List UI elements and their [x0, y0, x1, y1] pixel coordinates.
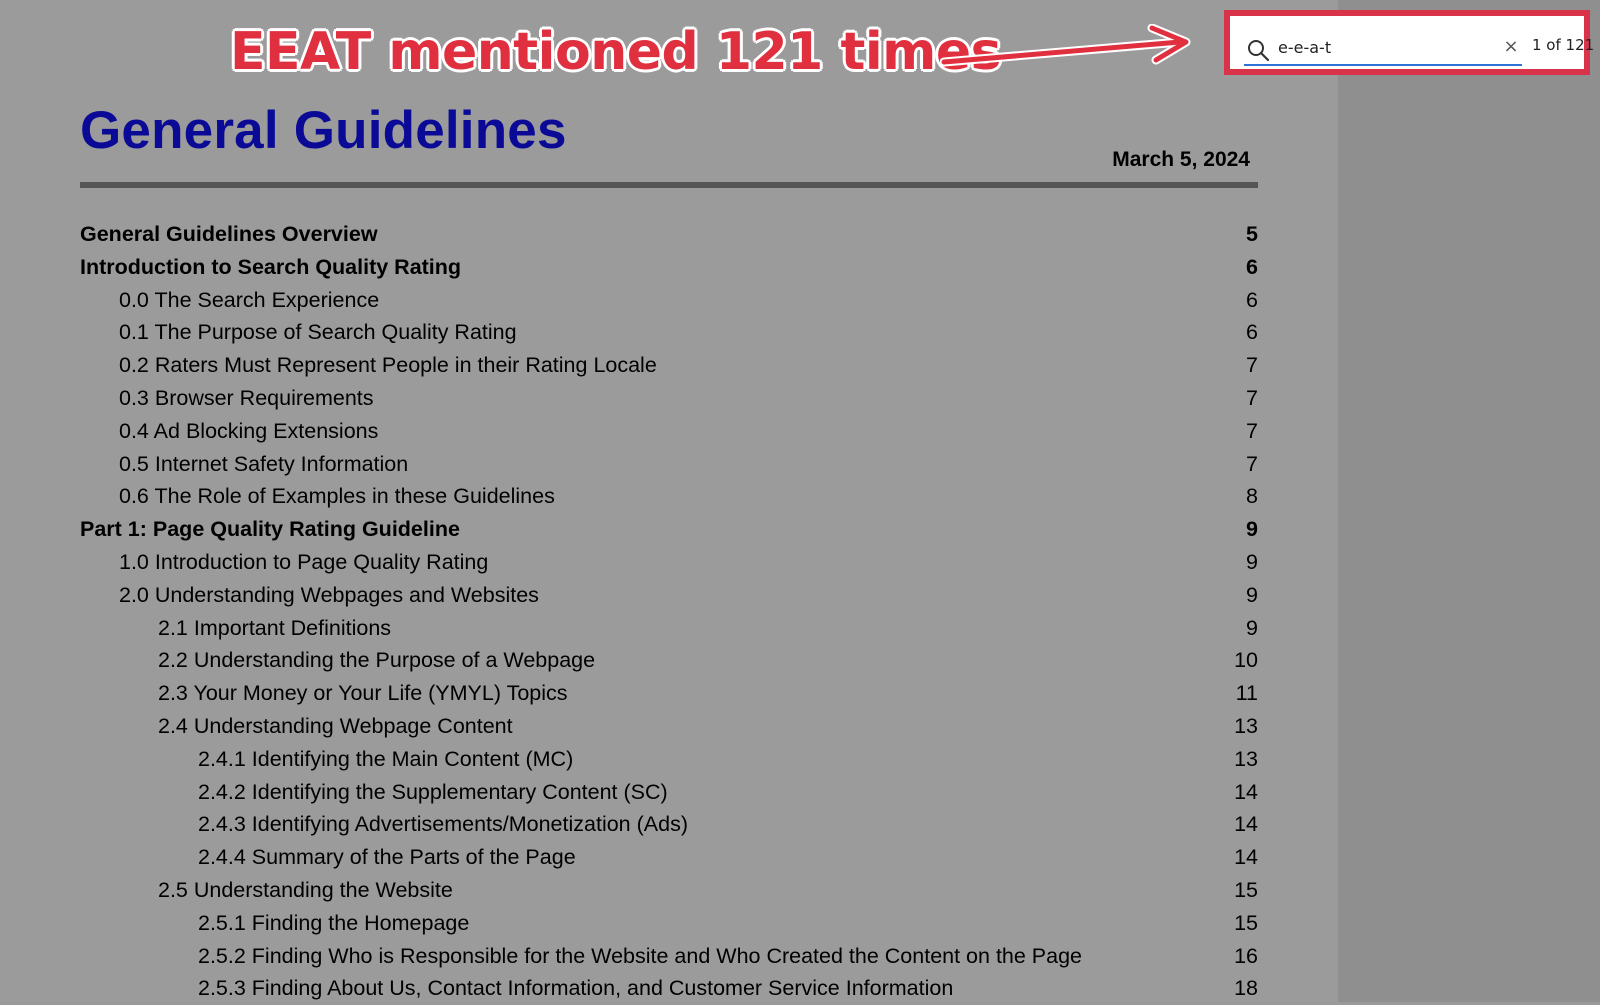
toc-entry-page: 10 [1234, 648, 1258, 673]
toc-entry-title: 1.0 Introduction to Page Quality Rating [119, 549, 489, 574]
toc-entry-title: 2.1 Important Definitions [158, 615, 392, 640]
toc-entry[interactable] [80, 907, 1258, 940]
toc-entry-title: Introduction to Search Quality Rating [80, 254, 462, 279]
toc-entry[interactable] [80, 349, 1258, 382]
toc-entry-title: 2.4.3 Identifying Advertisements/Monetization (Ads) [198, 812, 688, 837]
toc-entry-title: 2.4.2 Identifying the Supplementary Content (SC) [198, 779, 668, 804]
toc-entry-title: 2.5.1 Finding the Homepage [198, 910, 470, 935]
toc-entry-page: 6 [1246, 254, 1258, 279]
toc-entry-title: 0.1 The Purpose of Search Quality Rating [119, 320, 517, 345]
toc-entry-page: 9 [1246, 549, 1258, 574]
toc-entry[interactable] [80, 480, 1258, 513]
toc-entry[interactable] [80, 710, 1258, 743]
toc-entry-title: 0.0 The Search Experience [119, 287, 380, 312]
toc-entry-page: 9 [1246, 582, 1258, 607]
toc-entry-title: 2.4.1 Identifying the Main Content (MC) [198, 746, 574, 771]
toc-entry-page: 8 [1246, 484, 1258, 509]
toc-entry[interactable] [80, 284, 1258, 317]
toc-entry[interactable] [80, 316, 1258, 349]
toc-entry-title: 2.2 Understanding the Purpose of a Webpage [158, 648, 596, 673]
toc-entry-title: General Guidelines Overview [80, 222, 378, 246]
toc-entry-title: 2.5 Understanding the Website [158, 877, 453, 902]
viewer-background [1338, 0, 1600, 1002]
toc-entry-page: 11 [1235, 681, 1258, 706]
title-divider [80, 182, 1258, 188]
toc-entry[interactable] [80, 251, 1258, 284]
find-bar [1224, 10, 1595, 75]
close-icon[interactable]: × [1503, 36, 1519, 57]
find-input-wrapper [1244, 30, 1522, 66]
table-of-contents [80, 218, 1258, 1005]
toc-entry[interactable] [80, 579, 1258, 612]
toc-entry[interactable] [80, 415, 1258, 448]
toc-entry-page: 13 [1234, 746, 1258, 771]
toc-entry-title: 0.2 Raters Must Represent People in their Rating Locale [119, 353, 657, 378]
toc-entry[interactable] [80, 644, 1258, 677]
toc-entry[interactable] [80, 546, 1258, 579]
toc-entry-page: 9 [1246, 615, 1258, 640]
toc-entry-title: 2.5.2 Finding Who is Responsible for the Website and Who Created the Content on the Page [198, 943, 1083, 968]
toc-entry-page: 16 [1234, 943, 1258, 968]
toc-entry-page: 14 [1234, 779, 1258, 804]
toc-entry[interactable] [80, 612, 1258, 645]
search-icon [1246, 38, 1270, 62]
toc-entry-title: 0.6 The Role of Examples in these Guidelines [119, 484, 555, 509]
toc-entry-title: 2.5.3 Finding About Us, Contact Information, and Customer Service Information [198, 976, 954, 1001]
toc-entry-page: 7 [1246, 353, 1258, 378]
toc-entry-page: 9 [1246, 517, 1258, 542]
toc-entry[interactable] [80, 776, 1258, 809]
toc-entry[interactable] [80, 940, 1258, 973]
toc-entry-title: 2.3 Your Money or Your Life (YMYL) Topics [158, 681, 568, 706]
match-count: 1 of 121 [1532, 36, 1595, 54]
toc-entry-title: 0.4 Ad Blocking Extensions [119, 418, 379, 443]
toc-entry-page: 15 [1234, 910, 1258, 935]
toc-entry-page: 13 [1234, 713, 1258, 738]
toc-entry[interactable] [80, 382, 1258, 415]
toc-entry[interactable] [80, 841, 1258, 874]
toc-entry[interactable] [80, 218, 1258, 251]
toc-entry-title: 0.3 Browser Requirements [119, 385, 374, 410]
toc-entry-title: 2.4.4 Summary of the Parts of the Page [198, 845, 576, 870]
toc-entry-page: 7 [1246, 418, 1258, 443]
toc-entry-page: 5 [1246, 222, 1258, 246]
toc-entry[interactable] [80, 513, 1258, 546]
toc-entry-title: 0.5 Internet Safety Information [119, 451, 409, 476]
find-input[interactable] [1278, 34, 1478, 60]
annotation-callout: EEAT mentioned 121 times [230, 22, 1002, 82]
toc-entry-title: Part 1: Page Quality Rating Guideline [80, 517, 460, 542]
document-date: March 5, 2024 [1112, 148, 1250, 171]
toc-entry-page: 7 [1246, 385, 1258, 410]
toc-entry-page: 14 [1234, 812, 1258, 837]
toc-entry[interactable] [80, 874, 1258, 907]
toc-entry-page: 6 [1246, 287, 1258, 312]
toc-entry-page: 6 [1246, 320, 1258, 345]
toc-entry-title: 2.0 Understanding Webpages and Websites [119, 582, 539, 607]
toc-entry-page: 15 [1234, 877, 1258, 902]
page-title: General Guidelines [80, 101, 567, 160]
toc-entry[interactable] [80, 448, 1258, 481]
toc-entry-page: 14 [1234, 845, 1258, 870]
toc-entry[interactable] [80, 808, 1258, 841]
toc-entry[interactable] [80, 743, 1258, 776]
toc-entry-page: 18 [1234, 976, 1258, 1001]
toc-entry-page: 7 [1246, 451, 1258, 476]
toc-entry[interactable] [80, 972, 1258, 1005]
annotation-arrow-icon [940, 24, 1220, 84]
toc-entry[interactable] [80, 677, 1258, 710]
toc-entry-title: 2.4 Understanding Webpage Content [158, 713, 513, 738]
